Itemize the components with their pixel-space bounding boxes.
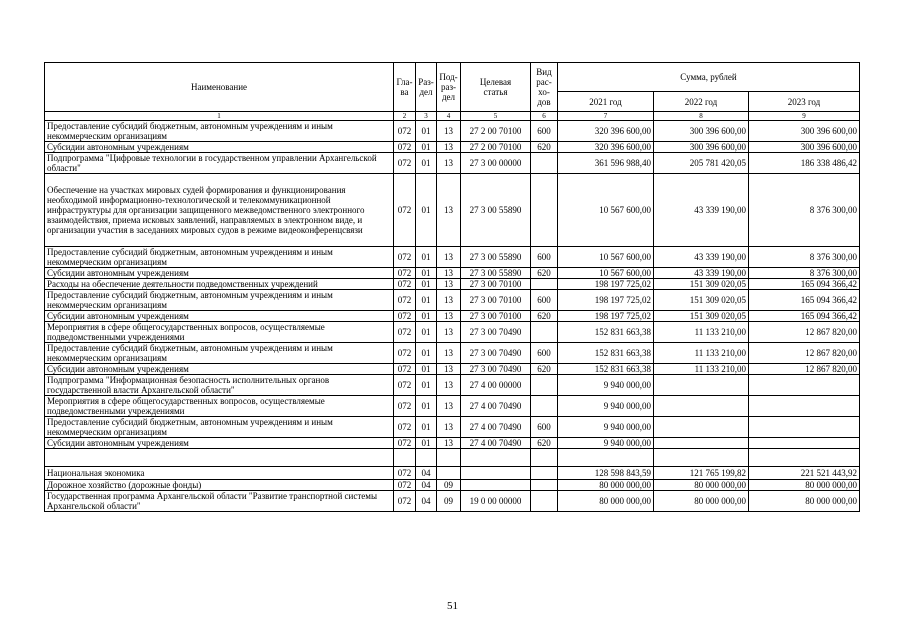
row-expense-type: 600 — [531, 343, 558, 364]
row-sum-2021: 320 396 600,00 — [558, 121, 654, 142]
row-section: 01 — [416, 290, 437, 311]
row-section: 01 — [416, 268, 437, 279]
budget-table-page — [44, 62, 859, 512]
row-subsection: 13 — [437, 142, 461, 153]
row-chapter: 072 — [394, 290, 416, 311]
row-name: Расходы на обеспечение деятельности подведомственных учреждений — [45, 279, 394, 290]
row-subsection: 13 — [437, 174, 461, 247]
row-chapter: 072 — [394, 375, 416, 396]
row-chapter: 072 — [394, 279, 416, 290]
row-target-article: 27 4 00 70490 — [461, 417, 531, 438]
row-subsection — [437, 449, 461, 467]
row-target-article: 27 4 00 70490 — [461, 396, 531, 417]
row-section: 01 — [416, 396, 437, 417]
row-sum-2021: 9 940 000,00 — [558, 438, 654, 449]
row-subsection: 13 — [437, 396, 461, 417]
row-name: Предоставление субсидий бюджетным, автономным учреждениям и иным некоммерческим организациям — [45, 417, 394, 438]
row-chapter: 072 — [394, 311, 416, 322]
row-subsection: 13 — [437, 279, 461, 290]
row-target-article — [461, 480, 531, 491]
row-expense-type — [531, 480, 558, 491]
row-section: 01 — [416, 279, 437, 290]
row-name: Субсидии автономным учреждениям — [45, 364, 394, 375]
row-section: 04 — [416, 480, 437, 491]
row-target-article — [461, 449, 531, 467]
row-name: Предоставление субсидий бюджетным, автономным учреждениям и иным некоммерческим организациям — [45, 247, 394, 268]
row-sum-2023: 12 867 820,00 — [749, 322, 860, 343]
row-sum-2021: 80 000 000,00 — [558, 491, 654, 512]
table-row — [45, 311, 860, 322]
row-expense-type: 620 — [531, 364, 558, 375]
row-sum-2022 — [654, 449, 749, 467]
row-section: 04 — [416, 491, 437, 512]
row-chapter: 072 — [394, 142, 416, 153]
row-expense-type — [531, 279, 558, 290]
table-row — [45, 491, 860, 512]
row-sum-2022: 43 339 190,00 — [654, 174, 749, 247]
row-section: 01 — [416, 364, 437, 375]
row-expense-type: 600 — [531, 290, 558, 311]
row-subsection: 13 — [437, 364, 461, 375]
row-target-article: 27 3 00 70490 — [461, 364, 531, 375]
row-sum-2023: 221 521 443,92 — [749, 467, 860, 480]
row-subsection: 13 — [437, 322, 461, 343]
row-sum-2021: 152 831 663,38 — [558, 364, 654, 375]
row-subsection: 13 — [437, 247, 461, 268]
row-sum-2021: 128 598 843,59 — [558, 467, 654, 480]
row-subsection: 13 — [437, 375, 461, 396]
row-section: 01 — [416, 438, 437, 449]
row-expense-type: 600 — [531, 247, 558, 268]
row-expense-type — [531, 322, 558, 343]
row-subsection: 13 — [437, 417, 461, 438]
row-name: Дорожное хозяйство (дорожные фонды) — [45, 480, 394, 491]
row-subsection: 13 — [437, 153, 461, 174]
row-expense-type: 620 — [531, 438, 558, 449]
table-row — [45, 290, 860, 311]
row-sum-2021: 80 000 000,00 — [558, 480, 654, 491]
row-sum-2023: 8 376 300,00 — [749, 247, 860, 268]
row-sum-2023: 300 396 600,00 — [749, 142, 860, 153]
page-number: 51 — [447, 600, 458, 612]
row-sum-2022: 300 396 600,00 — [654, 121, 749, 142]
header-chapter: Гла- ва — [394, 63, 416, 112]
row-sum-2023 — [749, 438, 860, 449]
table-row — [45, 449, 860, 467]
row-sum-2022: 43 339 190,00 — [654, 268, 749, 279]
column-number: 6 — [531, 112, 558, 121]
row-section: 01 — [416, 417, 437, 438]
row-target-article: 27 3 00 70100 — [461, 290, 531, 311]
row-name — [45, 449, 394, 467]
column-number: 1 — [45, 112, 394, 121]
table-row — [45, 375, 860, 396]
row-sum-2022: 151 309 020,05 — [654, 311, 749, 322]
row-name: Подпрограмма "Цифровые технологии в государственном управлении Архангельской области" — [45, 153, 394, 174]
row-section: 01 — [416, 322, 437, 343]
column-number: 8 — [654, 112, 749, 121]
row-subsection: 13 — [437, 268, 461, 279]
row-expense-type — [531, 375, 558, 396]
row-subsection: 13 — [437, 290, 461, 311]
row-chapter: 072 — [394, 121, 416, 142]
row-name: Предоставление субсидий бюджетным, автономным учреждениям и иным некоммерческим организациям — [45, 343, 394, 364]
header-section: Раз- дел — [416, 63, 437, 112]
row-name: Обеспечение на участках мировых судей формирования и функционирования необходимой информационно-технологической и телекоммуникационной инфраструктуры для организации защищенного межведомственного электронного взаимодействия, приема исковых заявлений, направляемых в электронном виде, и организации участия в заседаниях мировых судов в режиме видеоконференцсвязи — [45, 174, 394, 247]
row-sum-2023: 12 867 820,00 — [749, 343, 860, 364]
column-number: 5 — [461, 112, 531, 121]
column-number: 3 — [416, 112, 437, 121]
row-chapter: 072 — [394, 491, 416, 512]
row-section: 04 — [416, 467, 437, 480]
table-row — [45, 268, 860, 279]
row-sum-2023: 8 376 300,00 — [749, 268, 860, 279]
row-target-article: 27 3 00 55890 — [461, 174, 531, 247]
row-section: 01 — [416, 247, 437, 268]
row-name: Подпрограмма "Информационная безопасность исполнительных органов государственной власти Архангельской области" — [45, 375, 394, 396]
row-sum-2021: 10 567 600,00 — [558, 268, 654, 279]
row-sum-2022: 151 309 020,05 — [654, 279, 749, 290]
column-number: 7 — [558, 112, 654, 121]
row-sum-2022: 80 000 000,00 — [654, 480, 749, 491]
row-sum-2023 — [749, 449, 860, 467]
row-chapter: 072 — [394, 322, 416, 343]
row-expense-type — [531, 396, 558, 417]
row-sum-2022: 43 339 190,00 — [654, 247, 749, 268]
row-chapter: 072 — [394, 364, 416, 375]
row-section: 01 — [416, 153, 437, 174]
row-expense-type — [531, 491, 558, 512]
table-row — [45, 396, 860, 417]
row-sum-2021: 198 197 725,02 — [558, 311, 654, 322]
row-sum-2022: 205 781 420,05 — [654, 153, 749, 174]
row-chapter: 072 — [394, 417, 416, 438]
row-sum-2022: 80 000 000,00 — [654, 491, 749, 512]
row-sum-2022 — [654, 417, 749, 438]
row-sum-2022 — [654, 396, 749, 417]
row-sum-2023: 165 094 366,42 — [749, 279, 860, 290]
row-chapter: 072 — [394, 396, 416, 417]
row-section: 01 — [416, 311, 437, 322]
row-sum-2022 — [654, 438, 749, 449]
table-row — [45, 121, 860, 142]
row-chapter: 072 — [394, 480, 416, 491]
row-chapter: 072 — [394, 343, 416, 364]
row-name: Субсидии автономным учреждениям — [45, 268, 394, 279]
row-sum-2021: 361 596 988,40 — [558, 153, 654, 174]
column-number-row — [45, 112, 860, 121]
row-sum-2023: 165 094 366,42 — [749, 311, 860, 322]
row-expense-type: 620 — [531, 142, 558, 153]
row-sum-2021: 198 197 725,02 — [558, 279, 654, 290]
row-target-article: 27 2 00 70100 — [461, 142, 531, 153]
row-section: 01 — [416, 142, 437, 153]
row-sum-2023: 8 376 300,00 — [749, 174, 860, 247]
row-name: Субсидии автономным учреждениям — [45, 311, 394, 322]
row-subsection: 13 — [437, 311, 461, 322]
row-sum-2021: 152 831 663,38 — [558, 322, 654, 343]
table-row — [45, 247, 860, 268]
row-subsection: 09 — [437, 491, 461, 512]
row-sum-2023 — [749, 396, 860, 417]
row-name: Государственная программа Архангельской области "Развитие транспортной системы Архангельской области" — [45, 491, 394, 512]
row-expense-type: 620 — [531, 311, 558, 322]
header-target-article: Целевая статья — [461, 63, 531, 112]
row-sum-2022: 151 309 020,05 — [654, 290, 749, 311]
row-sum-2022 — [654, 375, 749, 396]
row-subsection: 13 — [437, 438, 461, 449]
table-row — [45, 322, 860, 343]
row-expense-type: 600 — [531, 417, 558, 438]
row-sum-2021: 198 197 725,02 — [558, 290, 654, 311]
row-subsection: 09 — [437, 480, 461, 491]
row-name: Субсидии автономным учреждениям — [45, 438, 394, 449]
row-sum-2023: 12 867 820,00 — [749, 364, 860, 375]
table-row — [45, 343, 860, 364]
row-name: Предоставление субсидий бюджетным, автономным учреждениям и иным некоммерческим организациям — [45, 121, 394, 142]
column-number: 4 — [437, 112, 461, 121]
row-expense-type: 600 — [531, 121, 558, 142]
header-subsection: Под- раз- дел — [437, 63, 461, 112]
row-target-article: 27 2 00 70100 — [461, 121, 531, 142]
row-sum-2023: 300 396 600,00 — [749, 121, 860, 142]
row-sum-2023: 80 000 000,00 — [749, 480, 860, 491]
row-sum-2022: 11 133 210,00 — [654, 343, 749, 364]
row-chapter: 072 — [394, 467, 416, 480]
row-sum-2022: 121 765 199,82 — [654, 467, 749, 480]
row-target-article: 27 3 00 55890 — [461, 268, 531, 279]
row-target-article: 27 4 00 00000 — [461, 375, 531, 396]
row-sum-2023: 80 000 000,00 — [749, 491, 860, 512]
row-sum-2023: 165 094 366,42 — [749, 290, 860, 311]
row-name: Предоставление субсидий бюджетным, автономным учреждениям и иным некоммерческим организациям — [45, 290, 394, 311]
row-name: Субсидии автономным учреждениям — [45, 142, 394, 153]
table-body — [45, 121, 860, 512]
header-expense-type: Вид рас- хо- дов — [531, 63, 558, 112]
table-row — [45, 467, 860, 480]
header-year-2021: 2021 год — [558, 92, 654, 112]
table-row — [45, 364, 860, 375]
table-row — [45, 142, 860, 153]
header-year-2022: 2022 год — [654, 92, 749, 112]
row-target-article: 27 3 00 55890 — [461, 247, 531, 268]
row-expense-type — [531, 153, 558, 174]
table-row — [45, 438, 860, 449]
row-subsection — [437, 467, 461, 480]
header-name: Наименование — [45, 63, 394, 112]
row-target-article: 19 0 00 00000 — [461, 491, 531, 512]
table-row — [45, 279, 860, 290]
column-number: 9 — [749, 112, 860, 121]
row-sum-2021: 9 940 000,00 — [558, 396, 654, 417]
row-target-article: 27 3 00 00000 — [461, 153, 531, 174]
row-section: 01 — [416, 375, 437, 396]
row-sum-2022: 11 133 210,00 — [654, 322, 749, 343]
row-target-article: 27 4 00 70490 — [461, 438, 531, 449]
row-target-article: 27 3 00 70490 — [461, 343, 531, 364]
column-number: 2 — [394, 112, 416, 121]
row-expense-type — [531, 174, 558, 247]
table-row — [45, 174, 860, 247]
row-chapter: 072 — [394, 438, 416, 449]
row-sum-2022: 11 133 210,00 — [654, 364, 749, 375]
row-section: 01 — [416, 343, 437, 364]
row-expense-type — [531, 449, 558, 467]
row-subsection: 13 — [437, 343, 461, 364]
row-sum-2022: 300 396 600,00 — [654, 142, 749, 153]
row-name: Мероприятия в сфере общегосударственных вопросов, осуществляемые подведомственными учреждениями — [45, 396, 394, 417]
row-sum-2023 — [749, 417, 860, 438]
row-section: 01 — [416, 174, 437, 247]
budget-table — [44, 62, 860, 512]
table-row — [45, 153, 860, 174]
row-chapter: 072 — [394, 153, 416, 174]
table-row — [45, 480, 860, 491]
row-chapter — [394, 449, 416, 467]
row-expense-type — [531, 467, 558, 480]
row-target-article — [461, 467, 531, 480]
row-section: 01 — [416, 121, 437, 142]
row-chapter: 072 — [394, 268, 416, 279]
row-subsection: 13 — [437, 121, 461, 142]
header-sum: Сумма, рублей — [558, 63, 860, 92]
row-sum-2021 — [558, 449, 654, 467]
row-chapter: 072 — [394, 247, 416, 268]
row-name: Национальная экономика — [45, 467, 394, 480]
row-expense-type: 620 — [531, 268, 558, 279]
row-target-article: 27 3 00 70100 — [461, 311, 531, 322]
row-sum-2021: 10 567 600,00 — [558, 174, 654, 247]
row-sum-2021: 320 396 600,00 — [558, 142, 654, 153]
row-target-article: 27 3 00 70100 — [461, 279, 531, 290]
row-name: Мероприятия в сфере общегосударственных вопросов, осуществляемые подведомственными учреждениями — [45, 322, 394, 343]
row-section — [416, 449, 437, 467]
header-year-2023: 2023 год — [749, 92, 860, 112]
row-target-article: 27 3 00 70490 — [461, 322, 531, 343]
row-sum-2021: 152 831 663,38 — [558, 343, 654, 364]
row-sum-2021: 9 940 000,00 — [558, 375, 654, 396]
row-sum-2021: 9 940 000,00 — [558, 417, 654, 438]
row-sum-2023 — [749, 375, 860, 396]
row-sum-2021: 10 567 600,00 — [558, 247, 654, 268]
row-chapter: 072 — [394, 174, 416, 247]
row-sum-2023: 186 338 486,42 — [749, 153, 860, 174]
table-row — [45, 417, 860, 438]
